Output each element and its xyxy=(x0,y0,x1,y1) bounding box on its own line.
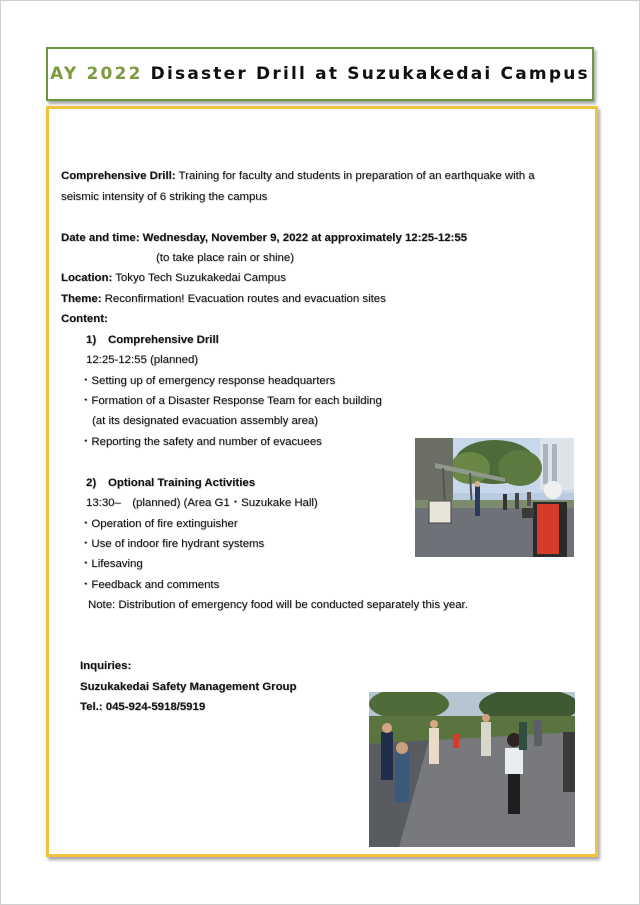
theme-label: Theme: xyxy=(61,293,102,305)
theme-value: Reconfirmation! Evacuation routes and evacuation sites xyxy=(101,293,386,305)
theme-line xyxy=(61,292,386,306)
inquiries-group: Suzukakedai Safety Management Group xyxy=(80,681,297,693)
section1-time: 12:25-12:55 (planned) xyxy=(86,354,199,366)
section2-note: Note: Distribution of emergency food will be conducted separately this year. xyxy=(88,599,468,611)
content-label: Content: xyxy=(61,313,108,325)
datetime-line xyxy=(61,231,467,245)
datetime-value: Wednesday, November 9, 2022 at approximately 12:25-12:55 xyxy=(139,232,468,244)
list-item: ・Feedback and comments xyxy=(80,579,220,591)
comprehensive-text: Training for faculty and students in preparation of an earthquake with a xyxy=(175,170,535,182)
location-label: Location: xyxy=(61,272,113,284)
section2-number: 2) xyxy=(86,477,97,489)
drill-photo-1 xyxy=(415,438,574,557)
location-value: Tokyo Tech Suzukakedai Campus xyxy=(112,272,286,284)
section2-heading: Optional Training Activities xyxy=(108,477,256,489)
page-title: Disaster Drill at Suzukakedai Campus xyxy=(150,64,590,84)
location-line xyxy=(61,271,286,285)
drill-photo-2 xyxy=(369,692,575,847)
list-item: ・Setting up of emergency response headquarters xyxy=(80,375,336,387)
title-year: AY 2022 xyxy=(50,64,143,84)
list-item: (at its designated evacuation assembly area) xyxy=(92,415,319,427)
list-item: ・Reporting the safety and number of evacuees xyxy=(80,436,322,448)
section1-number: 1) xyxy=(86,334,97,346)
comprehensive-line-1 xyxy=(61,169,535,183)
datetime-note: (to take place rain or shine) xyxy=(156,252,295,264)
list-item: ・Lifesaving xyxy=(80,558,143,570)
section1-heading: Comprehensive Drill xyxy=(108,334,219,346)
list-item: ・Use of indoor fire hydrant systems xyxy=(80,538,265,550)
comprehensive-label: Comprehensive Drill: xyxy=(61,170,176,182)
title-banner xyxy=(46,47,594,101)
inquiries-label: Inquiries: xyxy=(80,660,132,672)
list-item: ・Formation of a Disaster Response Team for each building xyxy=(80,395,382,407)
comprehensive-line-2: seismic intensity of 6 striking the campus xyxy=(61,191,268,203)
datetime-label: Date and time: xyxy=(61,232,140,244)
list-item: ・Operation of fire extinguisher xyxy=(80,518,238,530)
section2-time: 13:30– (planned) (Area G1・Suzukake Hall) xyxy=(86,497,318,509)
inquiries-tel: Tel.: 045-924-5918/5919 xyxy=(80,701,206,713)
